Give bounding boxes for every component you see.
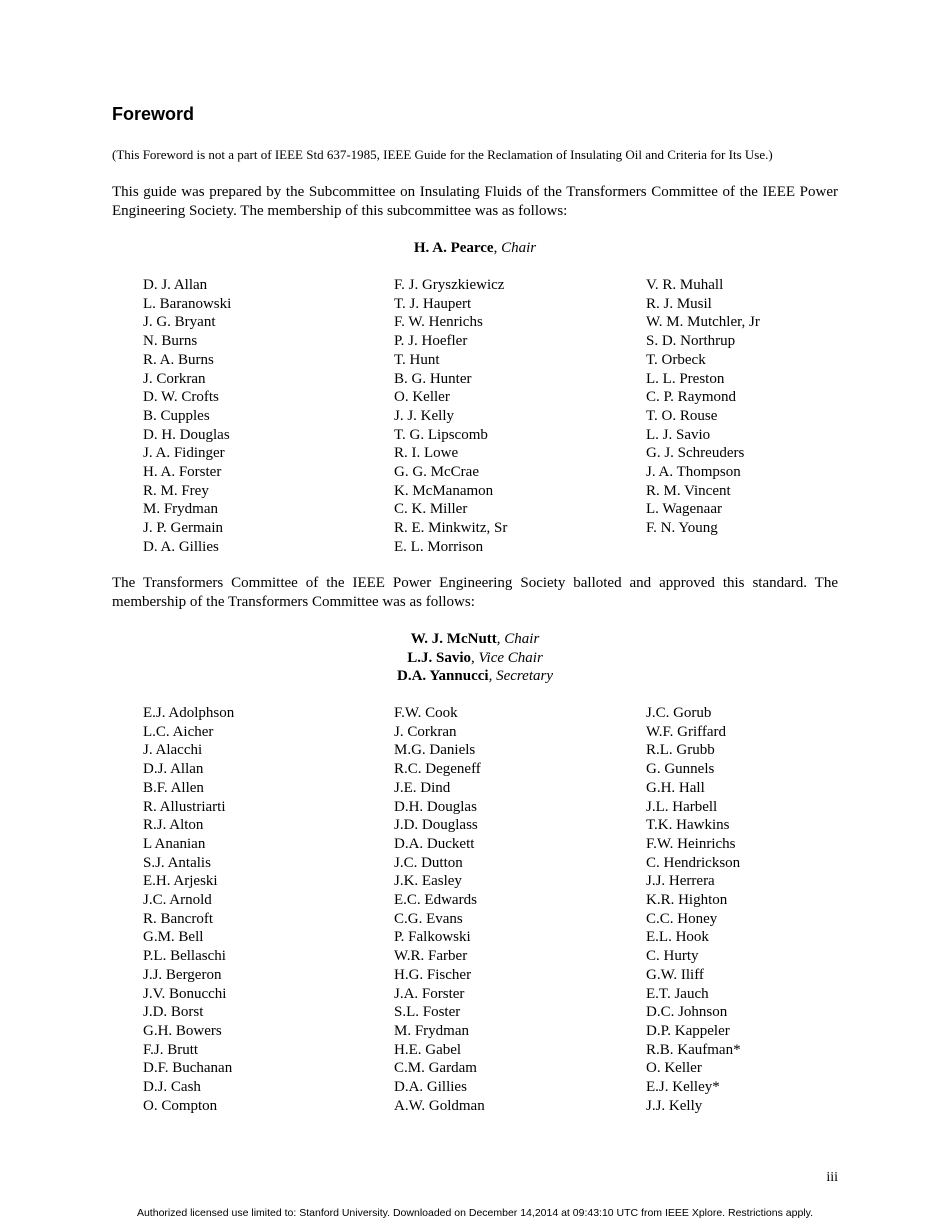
member-name: K. McManamon	[394, 482, 494, 499]
license-footer: Authorized licensed use limited to: Stanford University. Downloaded on December 14,2014 at 09:43:10 UTC from IEEE Xplore. Restrictions apply.	[136, 1207, 814, 1219]
page-number: iii	[826, 1170, 838, 1185]
member-name: J.C. Dutton	[394, 854, 463, 871]
member-name: J. P. Germain	[143, 520, 223, 537]
member-name: D. W. Crofts	[143, 389, 219, 406]
member-name: T.K. Hawkins	[646, 817, 730, 834]
member-name: J. Corkran	[143, 370, 206, 387]
member-name: L. L. Preston	[646, 370, 725, 387]
member-name: A.W. Goldman	[394, 1097, 485, 1114]
member-name: D.A. Gillies	[394, 1079, 467, 1096]
officer-role: Secretary	[496, 668, 553, 685]
member-name: F. W. Henrichs	[394, 314, 483, 331]
member-name: G. G. McCrae	[394, 464, 479, 481]
member-name: M. Frydman	[143, 501, 218, 518]
member-name: F. N. Young	[646, 520, 718, 537]
member-name: B. Cupples	[143, 407, 210, 424]
member-name: O. Keller	[394, 389, 450, 406]
member-name: D.F. Buchanan	[143, 1060, 233, 1077]
member-name: L. Wagenaar	[646, 501, 722, 518]
member-name: R. Allustriarti	[143, 798, 226, 815]
member-name: S. D. Northrup	[646, 333, 736, 350]
member-name: T. Orbeck	[646, 351, 706, 368]
page-title: Foreword	[112, 104, 195, 124]
member-name: R. Bancroft	[143, 910, 213, 927]
officer-role: Chair	[501, 240, 537, 256]
subcommittee-members-col-3	[646, 276, 760, 538]
member-name: P. J. Hoefler	[394, 333, 468, 350]
member-name: R.J. Alton	[143, 817, 204, 834]
member-name: J. J. Kelly	[394, 407, 454, 424]
officer-line: H. A. Pearce, Chair	[413, 240, 537, 256]
member-name: J.D. Douglass	[394, 817, 478, 834]
member-name: M.G. Daniels	[394, 742, 476, 759]
member-name: R.C. Degeneff	[394, 761, 481, 778]
member-name: E.T. Jauch	[646, 985, 709, 1002]
member-name: K.R. Highton	[646, 892, 728, 909]
member-name: J.C. Arnold	[143, 892, 212, 909]
member-name: L. Baranowski	[143, 295, 232, 312]
member-name: J.D. Borst	[143, 1004, 204, 1021]
member-name: O. Keller	[646, 1060, 702, 1077]
member-name: D.P. Kappeler	[646, 1022, 730, 1039]
member-name: C.M. Gardam	[394, 1060, 477, 1077]
committee-members-col-1	[143, 704, 234, 1115]
member-name: E.C. Edwards	[394, 892, 477, 909]
subcommittee-officers	[112, 239, 838, 258]
member-name: J.L. Harbell	[646, 798, 718, 815]
member-name: L. J. Savio	[646, 426, 711, 443]
officer-line: W. J. McNutt, Chair	[410, 631, 540, 647]
member-name: G. Gunnels	[646, 761, 715, 778]
member-name: R. E. Minkwitz, Sr	[394, 520, 508, 537]
officer-line: D.A. Yannucci, Secretary	[397, 668, 553, 685]
member-name: J. Alacchi	[143, 742, 203, 759]
member-name: J.E. Dind	[394, 779, 451, 796]
member-name: L.C. Aicher	[143, 723, 214, 740]
member-name: B.F. Allen	[143, 779, 204, 796]
member-name: P.L. Bellaschi	[143, 948, 226, 965]
member-name: S.L. Foster	[394, 1004, 461, 1021]
member-name: D.J. Cash	[143, 1079, 201, 1096]
member-name: C. P. Raymond	[646, 389, 737, 406]
committee-members-col-3	[646, 704, 741, 1115]
member-name: D.C. Johnson	[646, 1004, 728, 1021]
member-name: R. M. Vincent	[646, 482, 731, 499]
member-name: H.E. Gabel	[394, 1041, 462, 1058]
member-name: G.H. Bowers	[143, 1022, 222, 1039]
member-name: G.M. Bell	[143, 929, 204, 946]
member-name: F. J. Gryszkiewicz	[394, 277, 505, 293]
member-name: J.A. Forster	[394, 985, 465, 1002]
officer-role: Chair	[504, 631, 540, 647]
member-name: C. Hendrickson	[646, 854, 741, 871]
member-name: D.H. Douglas	[394, 798, 477, 815]
member-name: R. J. Musil	[646, 295, 712, 312]
subcommittee-members-col-1	[143, 276, 231, 557]
member-name: G. J. Schreuders	[646, 445, 745, 462]
member-name: D.J. Allan	[143, 761, 204, 778]
member-name: C. K. Miller	[394, 501, 468, 518]
member-name: J.V. Bonucchi	[143, 985, 227, 1002]
member-name: J. A. Thompson	[646, 464, 741, 481]
member-name: S.J. Antalis	[143, 854, 211, 871]
member-name: L Ananian	[143, 835, 206, 852]
member-name: R.L. Grubb	[646, 742, 715, 759]
member-name: J.J. Herrera	[646, 873, 715, 890]
member-name: P. Falkowski	[394, 929, 471, 946]
officer-name: D.A. Yannucci	[397, 668, 489, 685]
subcommittee-members-col-2	[394, 276, 507, 557]
member-name: N. Burns	[143, 333, 198, 350]
member-name: T. O. Rouse	[646, 407, 718, 424]
member-name: J.K. Easley	[394, 873, 462, 890]
member-name: C.G. Evans	[394, 910, 463, 927]
member-name: J. A. Fidinger	[143, 445, 225, 462]
member-name: R. I. Lowe	[394, 445, 459, 462]
member-name: E.J. Kelley*	[646, 1079, 720, 1096]
member-name: W.F. Griffard	[646, 723, 727, 740]
member-name: J.C. Gorub	[646, 705, 712, 721]
member-name: J. Corkran	[394, 723, 457, 740]
member-name: E.J. Adolphson	[143, 705, 235, 721]
member-name: G.W. Iliff	[646, 966, 704, 983]
member-name: T. Hunt	[394, 351, 440, 368]
member-name: M. Frydman	[394, 1022, 469, 1039]
member-name: G.H. Hall	[646, 779, 705, 796]
member-name: J.J. Kelly	[646, 1097, 703, 1114]
member-name: T. J. Haupert	[394, 295, 472, 312]
officer-name: W. J. McNutt	[410, 631, 497, 647]
member-name: H. A. Forster	[143, 464, 222, 481]
member-name: B. G. Hunter	[394, 370, 472, 387]
intro-paragraph: This guide was prepared by the Subcommittee on Insulating Fluids of the Transformers Committee of the IEEE Power Engineering Society. The membership of this subcommittee was as follows:	[112, 184, 838, 219]
member-name: D. J. Allan	[143, 277, 208, 293]
member-name: F.J. Brutt	[143, 1041, 199, 1058]
member-name: F.W. Cook	[394, 705, 458, 721]
officer-role: Vice Chair	[478, 649, 543, 666]
member-name: T. G. Lipscomb	[394, 426, 488, 443]
member-name: D. A. Gillies	[143, 538, 219, 555]
member-name: R. A. Burns	[143, 351, 214, 368]
member-name: C. Hurty	[646, 948, 699, 965]
member-name: D.A. Duckett	[394, 835, 475, 852]
member-name: C.C. Honey	[646, 910, 718, 927]
member-name: D. H. Douglas	[143, 426, 230, 443]
member-name: V. R. Muhall	[646, 277, 724, 293]
approval-paragraph: The Transformers Committee of the IEEE Power Engineering Society balloted and approved this standard. The membership of the Transformers Committee was as follows:	[112, 575, 838, 610]
committee-members-col-2	[394, 704, 485, 1115]
officer-name: H. A. Pearce	[413, 240, 494, 256]
committee-officers	[112, 630, 838, 686]
member-name: H.G. Fischer	[394, 966, 472, 983]
member-name: W. M. Mutchler, Jr	[646, 314, 760, 331]
member-name: E. L. Morrison	[394, 538, 484, 555]
member-name: O. Compton	[143, 1097, 218, 1114]
member-name: E.H. Arjeski	[143, 873, 218, 890]
member-name: R.B. Kaufman*	[646, 1041, 741, 1058]
member-name: F.W. Heinrichs	[646, 835, 736, 852]
foreword-note: (This Foreword is not a part of IEEE Std 637-1985, IEEE Guide for the Reclamation of Insulating Oil and Criteria for Its Use.)	[112, 147, 773, 162]
member-name: R. M. Frey	[143, 482, 209, 499]
officer-name: L.J. Savio	[407, 649, 471, 666]
officer-line: L.J. Savio, Vice Chair	[407, 649, 543, 666]
member-name: J. G. Bryant	[143, 314, 216, 331]
member-name: W.R. Farber	[394, 948, 468, 965]
member-name: E.L. Hook	[646, 929, 709, 946]
member-name: J.J. Bergeron	[143, 966, 222, 983]
